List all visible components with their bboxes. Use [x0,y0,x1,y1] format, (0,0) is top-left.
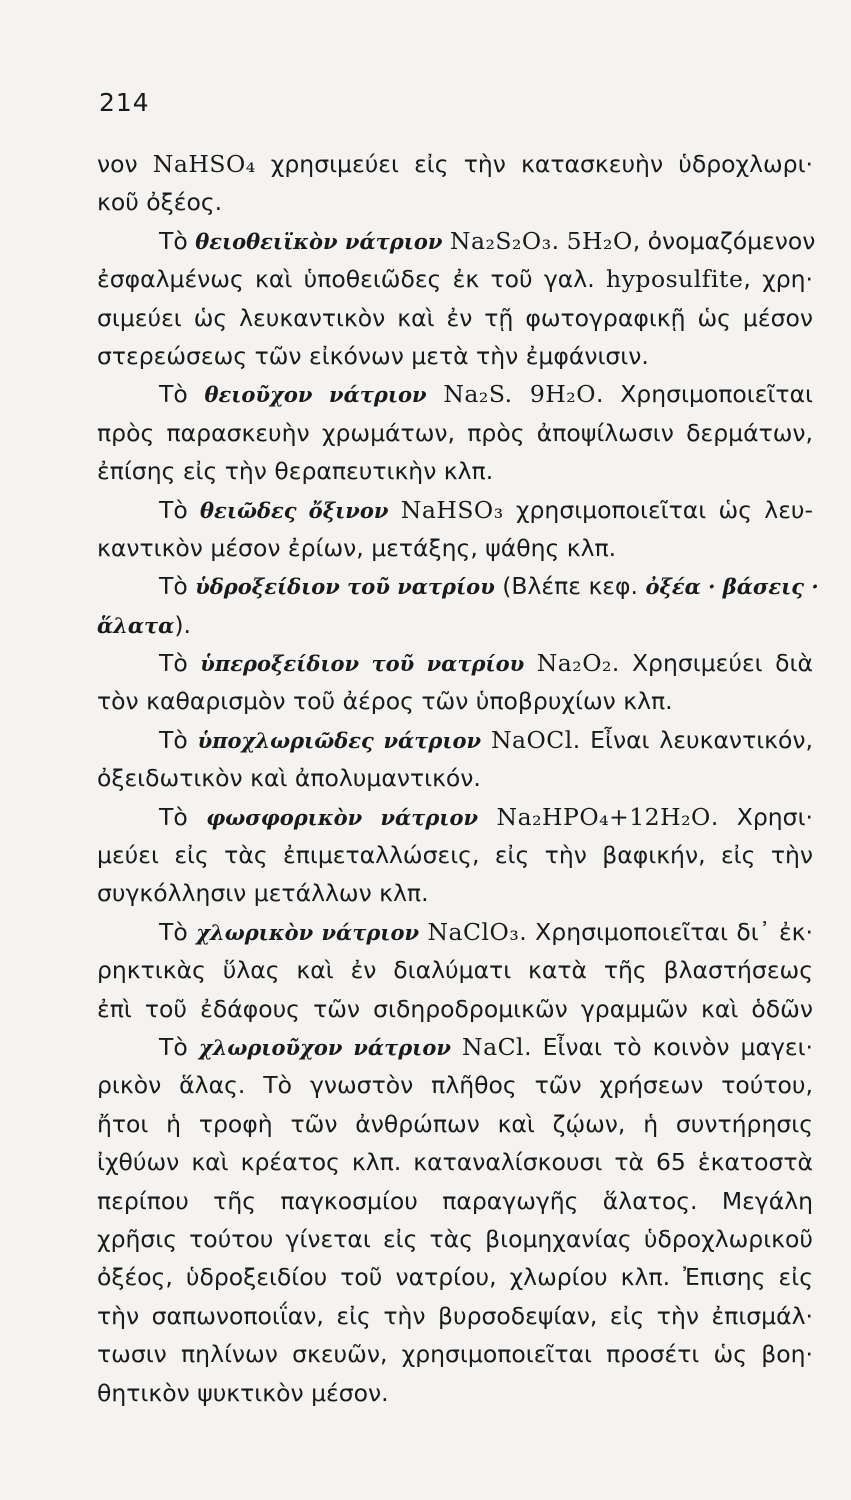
text-segment: ρικὸν ἅλας. Τὸ γνωστὸν πλῆθος τῶν χρήσεων τούτου, [97,1071,813,1100]
text-segment [442,227,449,255]
text-line [97,1335,813,1373]
text-segment: τωσιν πηλίνων σκευῶν, χρησιμοποιεῖται προσέτι ὡς βοη· [97,1340,813,1369]
text-segment: Τὸ [159,802,207,831]
text-line [97,951,813,989]
text-segment: . Χρησιμεύει διὰ [611,649,813,678]
text-segment: Τὸ [159,917,197,946]
text-line [97,1105,813,1143]
text-line [97,1374,813,1412]
term-heading: ὀξέα · βάσεις · [645,574,819,600]
text-line [97,452,813,490]
term-heading: θειῶδες ὄξινον [200,497,389,523]
text-line [97,913,813,951]
text-segment: Τὸ [159,495,201,524]
text-segment: πρὸς παρασκευὴν χρωμάτων, πρὸς ἀποψίλωσιν δερμάτων, [97,418,813,447]
chemical-formula: NaClO₃ [427,917,520,946]
term-heading: ὑποχλωριῶδες νάτριον [197,727,482,753]
text-line [97,1258,813,1296]
text-segment: νον [97,150,153,178]
text-line [97,1143,813,1181]
text-line [97,874,813,912]
chemical-formula: hyposulfite [605,265,744,294]
text-segment: χρῆσις τούτου γίνεται εἰς τὰς βιομηχανίας ὑδροχλωρικοῦ [97,1224,813,1253]
text-line [97,721,813,759]
chemical-formula: Na₂S. 9H₂O [443,380,596,409]
text-line [97,375,813,413]
text-segment: ὀξέος, ὑδροξειδίου τοῦ νατρίου, χλωρίου κλπ. Ἐπισης εἰς [97,1263,813,1292]
text-line [97,1297,813,1335]
text-line [97,606,813,644]
text-segment [451,1033,462,1061]
text-segment: χρησιμεύει εἰς τὴν κατασκευὴν ὑδροχλωρι· [255,150,813,178]
text-segment: χρησιμοποιεῖται ὡς λευ- [503,495,813,524]
text-segment: ὀξειδωτικὸν καὶ ἀπολυμαντικόν. [97,764,481,793]
text-segment: . [551,226,567,255]
text-line [97,183,813,221]
text-line [97,682,813,720]
text-line [97,1028,813,1066]
chemical-formula: NaHSO₃ [400,495,504,524]
text-line [97,759,813,797]
chemical-formula: NaHSO₄ [152,150,256,178]
term-heading: χλωριοῦχον νάτριον [198,1034,451,1060]
text-segment: Τὸ [159,226,196,255]
term-heading: ἅλατα [97,612,175,638]
chemical-formula: Na₂HPO₄+12H₂O [496,802,711,831]
text-segment: Τὸ [159,1032,199,1061]
text-line [97,644,813,682]
chemical-formula: NaCl [462,1032,525,1061]
term-heading: θειοθειϊκὸν νάτριον [195,228,443,254]
text-line [97,798,813,836]
text-segment: . Εἶναι λευκαντικόν, [572,725,813,754]
text-segment: . Χρησιμοποιεῖται δι᾽ ἐκ· [519,917,813,946]
body-text [97,145,819,1412]
text-segment [524,649,537,677]
text-line [97,567,819,605]
text-segment: . Χρησιμοποιεῖται [595,380,814,409]
term-heading: φωσφορικὸν νάτριον [206,804,479,830]
text-segment: Τὸ [159,725,198,754]
chemical-formula: Na₂S₂O₃ [449,226,552,255]
text-line [97,990,813,1028]
text-segment: περίπου τῆς παγκοσμίου παραγωγῆς ἅλατος. Μεγάλη [97,1186,813,1215]
text-segment: ἐσφαλμένως καὶ ὑποθειῶδες ἐκ τοῦ γαλ. [97,265,606,294]
text-segment: Τὸ [159,572,196,601]
text-segment: Τὸ [159,380,205,409]
text-segment: τὴν σαπωνοποιΐαν, εἰς τὴν βυρσοδεψίαν, εἰς τὴν ἐπισμάλ· [97,1301,813,1330]
text-segment: ἐπὶ τοῦ ἐδάφους τῶν σιδηροδρομικῶν γραμμῶν καὶ ὁδῶν [97,994,813,1023]
text-segment: ἐπίσης εἰς τὴν θεραπευτικὴν κλπ. [97,457,494,486]
text-line [97,836,813,874]
text-segment: μεύει εἰς τὰς ἐπιμεταλλώσεις, εἰς τὴν βαφικήν, εἰς τὴν [97,841,813,870]
text-line [97,1220,813,1258]
term-heading: χλωρικὸν νάτριον [196,919,420,945]
text-segment: Τὸ [159,649,201,678]
text-line [97,299,813,337]
text-line [97,529,813,567]
text-line [97,1182,813,1220]
text-line [97,414,813,452]
text-segment: ). [174,610,191,639]
page-number: 214 [99,88,150,117]
text-segment: . Χρησι· [710,802,813,831]
text-segment: στερεώσεως τῶν εἰκόνων μετὰ τὴν ἐμφάνισιν. [97,341,649,370]
text-line [97,337,813,375]
term-heading: ὑδροξείδιον τοῦ νατρίου [195,574,495,600]
chemical-formula: 5H₂O [566,226,633,255]
text-segment: τὸν καθαρισμὸν τοῦ ἀέρος τῶν ὑποβρυχίων κλπ. [97,687,673,716]
term-heading: θειοῦχον νάτριον [204,382,427,408]
text-segment: ἰχθύων καὶ κρέατος κλπ. καταναλίσκουσι τὰ 65 ἑκατοστὰ [97,1148,813,1177]
text-line [97,145,813,183]
text-segment: (Βλέπε κεφ. [494,572,646,601]
term-heading: ὑπεροξείδιον τοῦ νατρίου [200,651,525,677]
text-segment: σιμεύει ὡς λευκαντικὸν καὶ ἐν τῇ φωτογραφικῇ ὡς μέσον [97,303,813,332]
text-line [97,1066,813,1104]
text-segment: συγκόλλησιν μετάλλων κλπ. [97,879,429,908]
text-segment [478,803,497,831]
text-segment: , ὀνομαζόμενον [632,226,816,255]
chemical-formula: Na₂O₂ [536,649,612,678]
chemical-formula: NaOCl [490,725,573,754]
text-segment: ρηκτικὰς ὕλας καὶ ἐν διαλύματι κατὰ τῆς βλαστήσεως [97,956,813,985]
text-line [97,222,816,260]
text-line [97,491,813,529]
text-segment: . Εἶναι τὸ κοινὸν μαγει· [524,1032,814,1061]
text-segment: , χρη· [743,265,813,294]
text-segment: κοῦ ὀξέος. [97,188,223,217]
text-segment [388,496,400,524]
text-line [97,260,813,298]
text-segment: καντικὸν μέσον ἐρίων, μετάξης, ψάθης κλπ. [97,533,617,562]
text-segment: ἤτοι ἡ τροφὴ τῶν ἀνθρώπων καὶ ζῴων, ἡ συντήρησις [97,1109,813,1138]
text-segment [427,380,444,408]
text-segment [481,726,491,754]
text-segment: θητικὸν ψυκτικὸν μέσον. [97,1378,389,1407]
